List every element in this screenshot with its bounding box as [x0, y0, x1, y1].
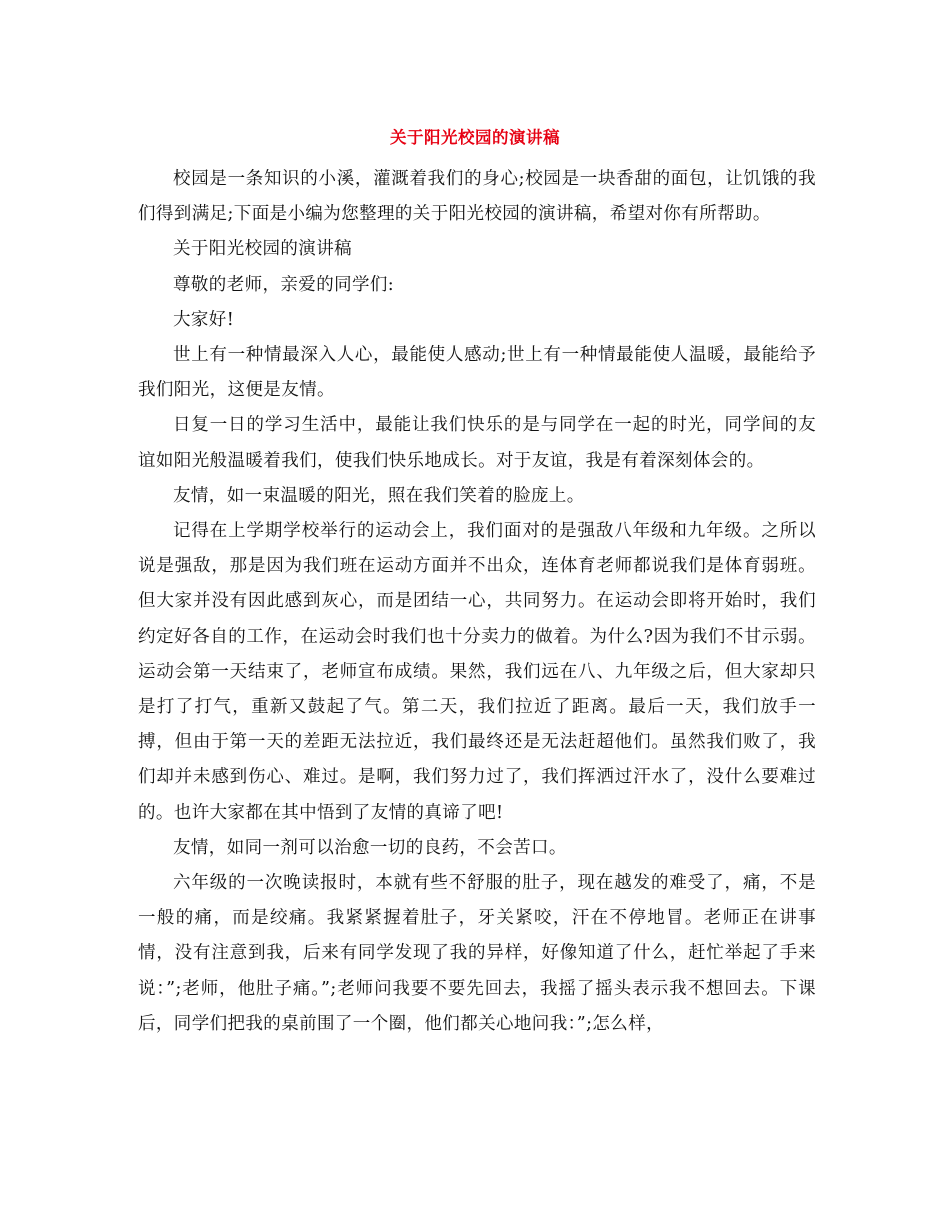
document-body: [138, 162, 816, 1042]
paragraph-medicine: 友情，如同一剂可以治愈一切的良药，不会苦口。: [173, 837, 567, 858]
paragraph-subtitle: 关于阳光校园的演讲稿: [173, 239, 352, 260]
paragraph-sunshine: 友情，如一束温暖的阳光，照在我们笑着的脸庞上。: [173, 485, 585, 506]
paragraph-school-life: 日复一日的学习生活中，最能让我们快乐的是与同学在一起的时光，同学间的友谊如阳光般温暖着我们，使我们快乐地成长。对于友谊，我是有着深刻体会的。: [138, 415, 816, 471]
paragraph-stomachache: 六年级的一次晚读报时，本就有些不舒服的肚子，现在越发的难受了，痛，不是一般的痛，而是绞痛。我紧紧握着肚子，牙关紧咬，汗在不停地冒。老师正在讲事情，没有注意到我，后来有同学发现了我的异样，好像知道了什么，赶忙举起了手来说：”;老师，他肚子痛。”;老师问我要不要先回去，我摇了摇头表示我不想回去。下课后，同学们把我的桌前围了一个圈，他们都关心地问我：”;怎么样，: [138, 873, 816, 1034]
document-title: 关于阳光校园的演讲稿: [390, 128, 560, 147]
paragraph-sports-meet: 记得在上学期学校举行的运动会上，我们面对的是强敌八年级和九年级。之所以说是强敌，那是因为我们班在运动方面并不出众，连体育老师都说我们是体育弱班。但大家并没有因此感到灰心，而是团结一心，共同努力。在运动会即将开始时，我们约定好各自的工作，在运动会时我们也十分卖力的做着。为什么?因为我们不甘示弱。运动会第一天结束了，老师宣布成绩。果然，我们远在八、九年级之后，但大家却只是打了打气，重新又鼓起了气。第二天，我们拉近了距离。最后一天，我们放手一搏，但由于第一天的差距无法拉近，我们最终还是无法赶超他们。虽然我们败了，我们却并未感到伤心、难过。是啊，我们努力过了，我们挥洒过汗水了，没什么要难过的。也许大家都在其中悟到了友情的真谛了吧!: [138, 521, 816, 823]
paragraph-greeting: 大家好!: [173, 309, 235, 330]
paragraph-salutation: 尊敬的老师，亲爱的同学们:: [173, 274, 395, 295]
paragraph-intro: 校园是一条知识的小溪，灌溉着我们的身心;校园是一块香甜的面包，让饥饿的我们得到满足;下面是小编为您整理的关于阳光校园的演讲稿，希望对你有所帮助。: [138, 169, 816, 225]
paragraph-friendship-intro: 世上有一种情最深入人心，最能使人感动;世上有一种情最能使人温暖，最能给予我们阳光，这便是友情。: [138, 345, 816, 401]
